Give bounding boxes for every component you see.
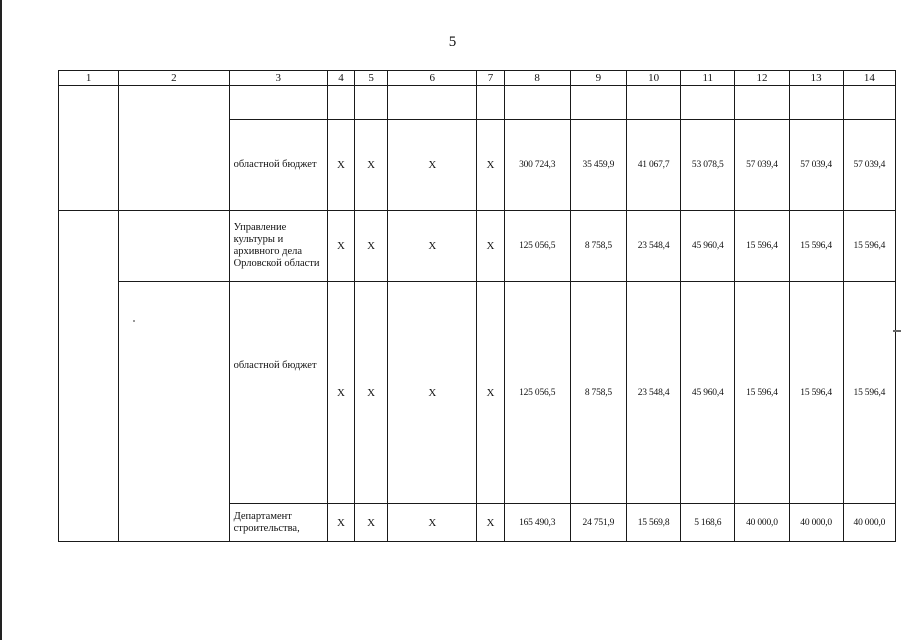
value-cell: 45 960,4 [681, 211, 735, 282]
page-edge-line [0, 0, 2, 640]
value-cell: 15 569,8 [626, 504, 680, 542]
column-header: 14 [843, 71, 895, 86]
row-label: областной бюджет [229, 282, 327, 504]
value-cell: 8 758,5 [570, 211, 626, 282]
x-mark: X [477, 120, 504, 211]
scan-speck [893, 330, 901, 332]
value-cell: 57 039,4 [843, 120, 895, 211]
column-header: 13 [789, 71, 843, 86]
value-cell: 57 039,4 [789, 120, 843, 211]
table-header-row [59, 71, 896, 86]
table-cell [504, 86, 570, 120]
column-header: 7 [477, 71, 504, 86]
table-cell [327, 86, 354, 120]
column-header: 12 [735, 71, 789, 86]
x-mark: X [477, 504, 504, 542]
value-cell: 165 490,3 [504, 504, 570, 542]
table-cell [570, 86, 626, 120]
value-cell: 40 000,0 [843, 504, 895, 542]
table-cell [229, 86, 327, 120]
x-mark: X [388, 120, 477, 211]
value-cell: 57 039,4 [735, 120, 789, 211]
x-mark: X [355, 504, 388, 542]
x-mark: X [388, 282, 477, 504]
row-label: областной бюджет [229, 120, 327, 211]
table-cell [119, 282, 229, 542]
value-cell: 5 168,6 [681, 504, 735, 542]
value-cell: 40 000,0 [735, 504, 789, 542]
value-cell: 300 724,3 [504, 120, 570, 211]
column-header: 2 [119, 71, 229, 86]
x-mark: X [477, 282, 504, 504]
value-cell: 24 751,9 [570, 504, 626, 542]
column-header: 9 [570, 71, 626, 86]
column-header: 11 [681, 71, 735, 86]
value-cell: 41 067,7 [626, 120, 680, 211]
table-cell [626, 86, 680, 120]
column-header: 6 [388, 71, 477, 86]
value-cell: 23 548,4 [626, 211, 680, 282]
x-mark: X [355, 211, 388, 282]
table-row [59, 86, 896, 120]
table-cell [59, 86, 119, 211]
row-label: Управление культуры и архивного дела Орловской области [229, 211, 327, 282]
value-cell: 125 056,5 [504, 211, 570, 282]
x-mark: X [355, 282, 388, 504]
table-cell [355, 86, 388, 120]
value-cell: 125 056,5 [504, 282, 570, 504]
value-cell: 15 596,4 [735, 211, 789, 282]
x-mark: X [477, 211, 504, 282]
table-cell [789, 86, 843, 120]
table-cell [843, 86, 895, 120]
value-cell: 8 758,5 [570, 282, 626, 504]
value-cell: 35 459,9 [570, 120, 626, 211]
value-cell: 15 596,4 [789, 282, 843, 504]
value-cell: 15 596,4 [843, 211, 895, 282]
x-mark: X [327, 282, 354, 504]
column-header: 4 [327, 71, 354, 86]
value-cell: 15 596,4 [735, 282, 789, 504]
table-cell [735, 86, 789, 120]
page-number: 5 [448, 34, 457, 50]
value-cell: 53 078,5 [681, 120, 735, 211]
table-row [59, 282, 896, 504]
value-cell: 15 596,4 [843, 282, 895, 504]
value-cell: 40 000,0 [789, 504, 843, 542]
column-header: 3 [229, 71, 327, 86]
value-cell: 15 596,4 [789, 211, 843, 282]
column-header: 1 [59, 71, 119, 86]
column-header: 10 [626, 71, 680, 86]
x-mark: X [327, 211, 354, 282]
x-mark: X [388, 504, 477, 542]
column-header: 5 [355, 71, 388, 86]
budget-table [58, 70, 896, 542]
scan-speck [133, 320, 135, 322]
x-mark: X [355, 120, 388, 211]
value-cell: 23 548,4 [626, 282, 680, 504]
table-cell [119, 211, 229, 282]
table-cell [59, 211, 119, 542]
value-cell: 45 960,4 [681, 282, 735, 504]
row-label: Департамент строительства, [229, 504, 327, 542]
x-mark: X [327, 504, 354, 542]
x-mark: X [327, 120, 354, 211]
table-cell [477, 86, 504, 120]
x-mark: X [388, 211, 477, 282]
column-header: 8 [504, 71, 570, 86]
table-row [59, 211, 896, 282]
table-cell [388, 86, 477, 120]
table-cell [119, 86, 229, 211]
table-cell [681, 86, 735, 120]
